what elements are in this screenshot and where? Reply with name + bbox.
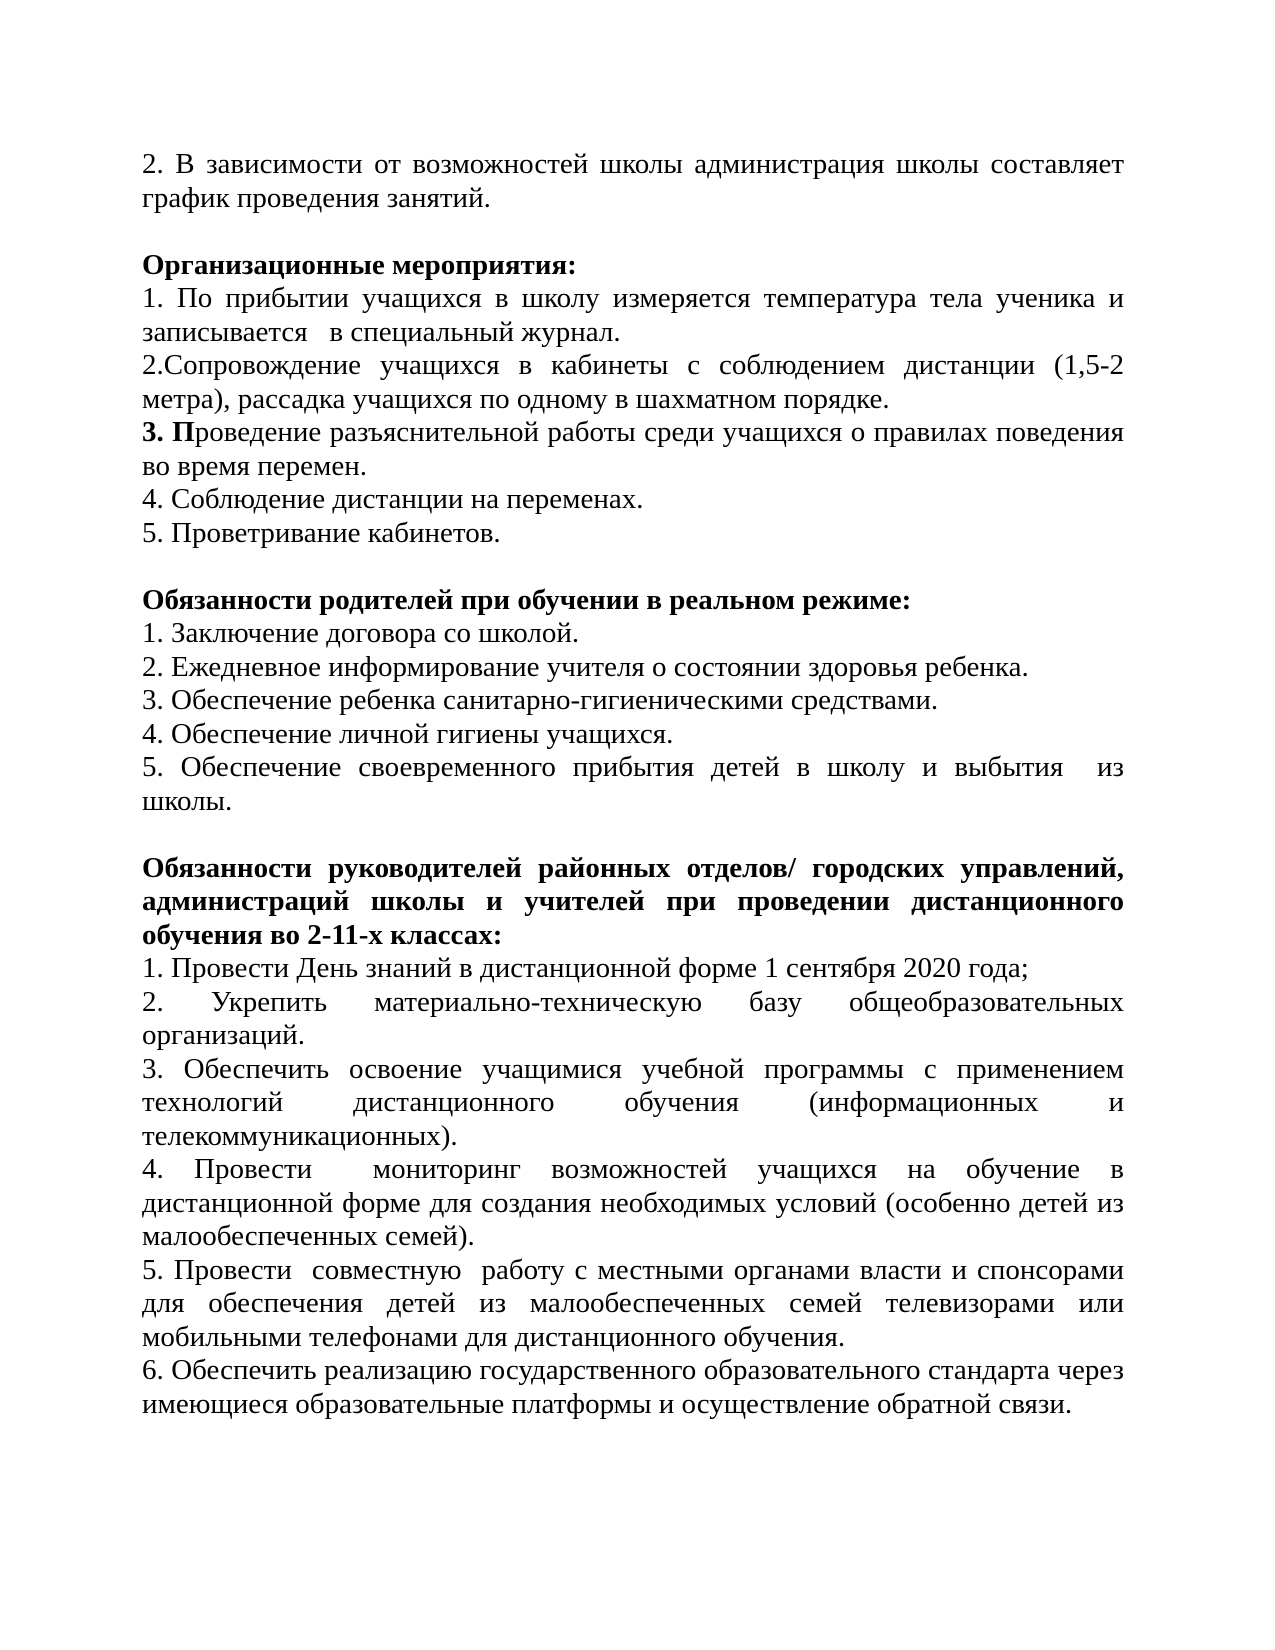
list-item: 4. Соблюдение дистанции на переменах.	[142, 483, 644, 515]
list-item: 1. Заключение договора со школой.	[142, 617, 580, 649]
list-item: 2.Сопровождение учащихся в кабинеты с соблюдением дистанции (1,5-2 метра), рассадка учащихся по одному в шахматном порядке.	[142, 349, 1124, 415]
section-heading: Организационные мероприятия:	[142, 248, 577, 281]
list-item: 5. Обеспечение своевременного прибытия детей в школу и выбытия из школы.	[142, 751, 1124, 817]
intro-paragraph: 2. В зависимости от возможностей школы администрация школы составляет график проведения занятий.	[142, 148, 1124, 214]
list-item: 1. По прибытии учащихся в школу измеряется температура тела ученика и записывается в специальный журнал.	[142, 282, 1124, 348]
section-administration-duties	[142, 852, 1124, 1422]
list-item: 2. Укрепить материально-техническую базу общеобразовательных организаций.	[142, 985, 1124, 1051]
list-item: 3. Обеспечение ребенка санитарно-гигиеническими средствами.	[142, 684, 939, 716]
section-organizational-measures	[142, 249, 1124, 551]
list-item: 5. Провести совместную работу с местными органами власти и спонсорами для обеспечения детей из малообеспеченных семей телевизорами или мобильными телефонами для дистанционного обучения.	[142, 1253, 1124, 1353]
list-item: 5. Проветривание кабинетов.	[142, 516, 501, 549]
list-item: 3. Обеспечить освоение учащимися учебной программы с применением технологий дистанционного обучения (информационных и телекоммуникационных).	[142, 1052, 1124, 1152]
section-heading: Обязанности родителей при обучении в реальном режиме:	[142, 583, 912, 616]
list-item: 1. Провести День знаний в дистанционной форме 1 сентября 2020 года;	[142, 952, 1029, 984]
blank-line	[142, 818, 1124, 852]
list-item-rest: роведение разъяснительной работы среди учащихся о правилах поведения во время перемен.	[142, 416, 1125, 482]
section-parent-duties	[142, 584, 1124, 819]
list-item: 6. Обеспечить реализацию государственного образовательного стандарта через имеющиеся образовательные платформы и осуществление обратной связи.	[142, 1354, 1124, 1420]
list-item-bold-prefix: 3. П	[142, 416, 195, 448]
list-item: 2. Ежедневное информирование учителя о состоянии здоровья ребенка.	[142, 650, 1029, 683]
list-item: 4. Обеспечение личной гигиены учащихся.	[142, 717, 674, 750]
blank-line	[142, 215, 1124, 249]
section-heading: Обязанности руководителей районных отделов/ городских управлений, администраций школы и учителей при проведении дистанционного обучения во 2-11-х классах:	[142, 851, 1124, 951]
list-item	[142, 416, 1124, 483]
blank-line	[142, 550, 1124, 584]
list-item: 4. Провести мониторинг возможностей учащихся на обучение в дистанционной форме для создания необходимых условий (особенно детей из малообеспеченных семей).	[142, 1153, 1124, 1252]
